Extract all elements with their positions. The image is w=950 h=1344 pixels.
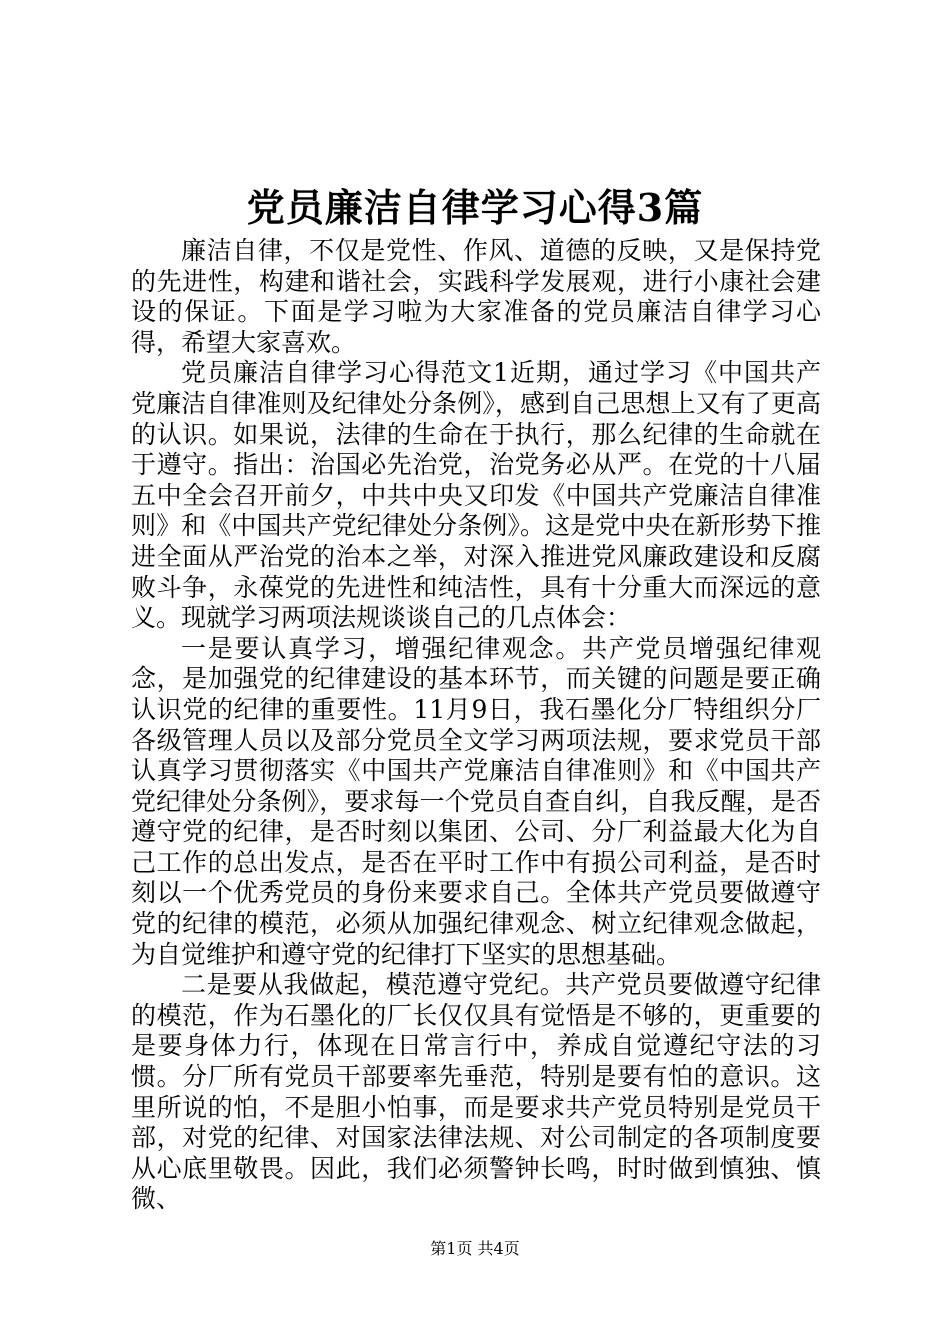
paragraph-sample-1: 党员廉洁自律学习心得范文1近期，通过学习《中国共产党廉洁自律准则及纪律处分条例》，感到自己思想上又有了更高的认识。如果说，法律的生命在于执行，那么纪律的生命就在于遵守。指出：治国必先治党，治党务必从严。在党的十八届五中全会召开前夕，中共中央又印发《中国共产党廉洁自律准则》和《中国共产党纪律处分条例》。这是党中央在新形势下推进全面从严治党的治本之举，对深入推进党风廉政建设和反腐败斗争，永葆党的先进性和纯洁性，具有十分重大而深远的意义。现就学习两项法规谈谈自己的几点体会： [131,358,821,633]
page-number-footer: 第1页 共4页 [430,1239,520,1258]
paragraph-intro: 廉洁自律，不仅是党性、作风、道德的反映，又是保持党的先进性，构建和谐社会，实践科学发展观，进行小康社会建设的保证。下面是学习啦为大家准备的党员廉洁自律学习心得，希望大家喜欢。 [131,236,821,357]
paragraph-point-1: 一是要认真学习，增强纪律观念。共产党员增强纪律观念，是加强党的纪律建设的基本环节，而关键的问题是要正确认识党的纪律的重要性。11月9日，我石墨化分厂特组织分厂各级管理人员以及部分党员全文学习两项法规，要求党员干部认真学习贯彻落实《中国共产党廉洁自律准则》和《中国共产党纪律处分条例》，要求每一个党员自查自纠，自我反醒，是否遵守党的纪律，是否时刻以集团、公司、分厂利益最大化为自己工作的总出发点，是否在平时工作中有损公司利益，是否时刻以一个优秀党员的身份来要求自己。全体共产党员要做遵守党的纪律的模范，必须从加强纪律观念、树立纪律观念做起，为自觉维护和遵守党的纪律打下坚实的思想基础。 [131,633,821,969]
document-title: 党员廉洁自律学习心得3篇 [246,185,704,230]
paragraph-point-2: 二是要从我做起，模范遵守党纪。共产党员要做遵守纪律的模范，作为石墨化的厂长仅仅具有觉悟是不够的，更重要的是要身体力行，体现在日常言行中，养成自觉遵纪守法的习惯。分厂所有党员干部要率先垂范，特别是要有怕的意识。这里所说的怕，不是胆小怕事，而是要求共产党员特别是党员干部，对党的纪律、对国家法律法规、对公司制定的各项制度要从心底里敬畏。因此，我们必须警钟长鸣，时时做到慎独、慎微、 [131,970,821,1214]
document-body [131,236,821,1215]
